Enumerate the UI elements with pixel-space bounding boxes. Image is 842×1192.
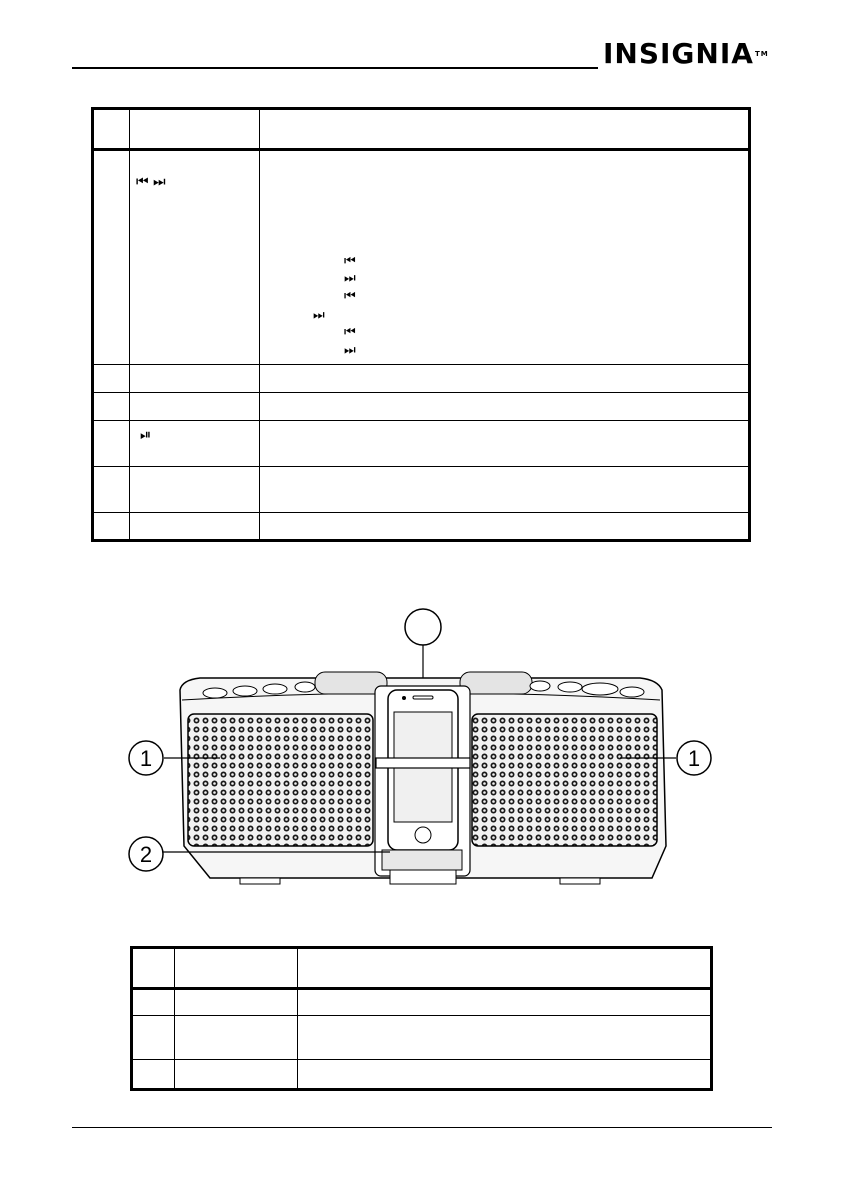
brand-logo [603,38,769,70]
fast-forward-icon: ⏭ [344,271,356,286]
top-button [233,686,257,696]
table-row-rule [94,364,748,365]
controls-table [91,107,751,542]
phone-strap [376,758,470,768]
fast-forward-icon: ⏭ [344,343,356,358]
trademark-mark: TM [754,50,769,58]
table-header-rule [133,987,710,990]
components-table [130,946,713,1091]
footer-rule [72,1127,772,1128]
top-button [295,682,315,692]
table-row-rule [94,512,748,513]
callout-label-left: 1 [139,746,153,771]
callout-label-bottom: 2 [139,842,153,867]
callout-circle-top [405,609,441,645]
column-divider [129,110,130,539]
top-button [530,681,550,691]
table-row-rule [94,466,748,467]
skip-buttons-icon: ⏮ ⏭ [136,174,166,190]
callout-label-right: 1 [687,746,701,771]
table-row-rule [133,1015,710,1016]
top-display [460,672,532,694]
top-button [203,688,227,698]
rewind-icon: ⏮ [344,289,356,304]
phone-camera [402,696,406,700]
top-button [582,683,618,695]
top-button [620,687,644,697]
table-row-rule [133,1059,710,1060]
table-row-rule [94,392,748,393]
column-divider [174,949,175,1088]
left-speaker-grille [188,714,373,846]
table-row-rule [94,420,748,421]
top-button [263,684,287,694]
brand-name: INSIGNIA [603,37,754,70]
dock-foot [390,870,456,884]
boombox-front-illustration [120,608,720,898]
column-divider [259,110,260,539]
play-pause-icon: ⏯ [140,427,152,443]
table-header-rule [94,148,748,151]
phone-home-button [415,827,431,843]
rewind-icon: ⏮ [344,254,356,269]
device-foot [240,878,280,884]
top-button [558,682,582,692]
phone-speaker-slot [413,696,433,699]
device-foot [560,878,600,884]
dock-connector [382,850,462,870]
right-speaker-grille [472,714,657,846]
header-rule [72,67,598,69]
fast-forward-icon: ⏭ [313,308,325,323]
rewind-icon: ⏮ [344,325,356,340]
column-divider [297,949,298,1088]
